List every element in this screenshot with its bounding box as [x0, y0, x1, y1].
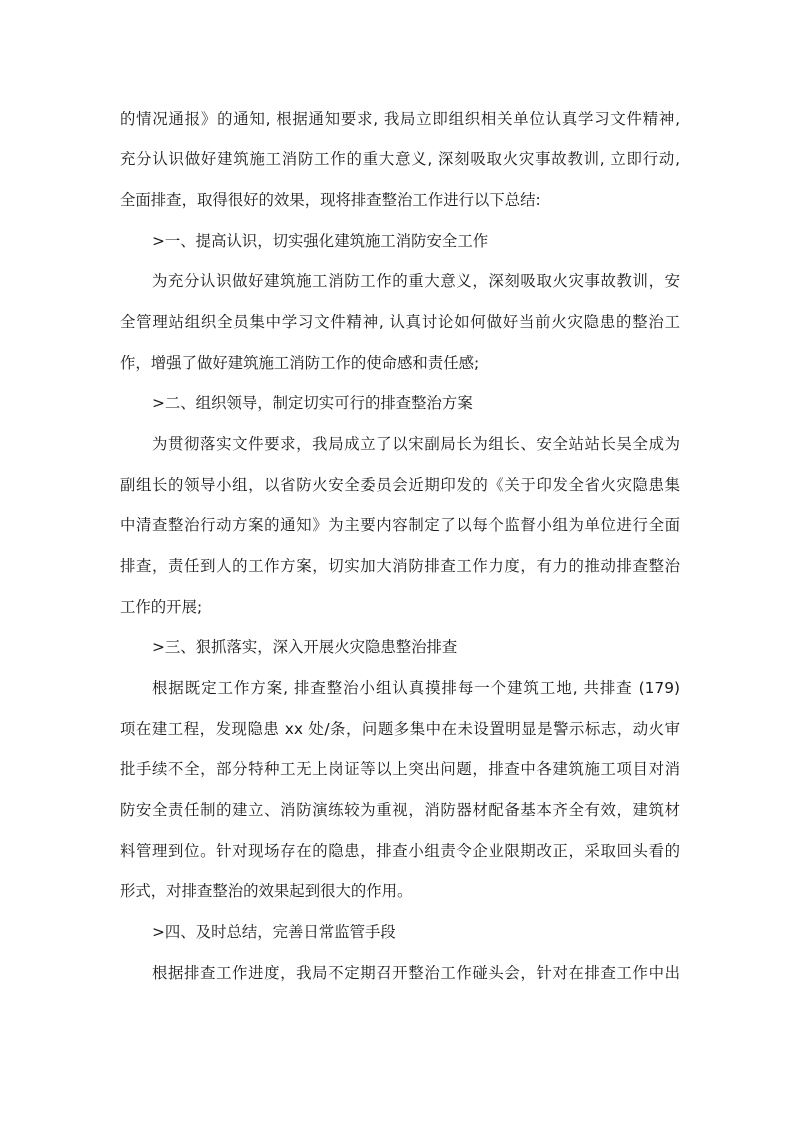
text-line: 项在建工程，发现隐患 xx 处/条，问题多集中在未设置明显是警示标志，动火审 — [120, 720, 680, 738]
text-line: 全管理站组织全员集中学习文件精神, 认真讨论如何做好当前火灾隐患的整治工 — [120, 313, 680, 331]
text-line: 中清查整治行动方案的通知》为主要内容制定了以每个监督小组为单位进行全面 — [120, 516, 680, 534]
text-line: 副组长的领导小组，以省防火安全委员会近期印发的《关于印发全省火灾隐患集 — [120, 476, 680, 494]
text-line: 批手续不全，部分特种工无上岗证等以上突出问题，排查中各建筑施工项目对消 — [120, 760, 680, 778]
section-heading: >四、及时总结，完善日常监管手段 — [152, 923, 396, 941]
section-heading: >三、狠抓落实，深入开展火灾隐患整治排查 — [152, 638, 458, 656]
text-line: 排查，责任到人的工作方案，切实加大消防排查工作力度，有力的推动排查整治 — [120, 557, 680, 575]
text-line: 的情况通报》的通知, 根据通知要求, 我局立即组织相关单位认真学习文件精神, — [120, 110, 680, 128]
text-line: 为充分认识做好建筑施工消防工作的重大意义，深刻吸取火灾事故教训，安 — [152, 272, 680, 290]
text-line: 根据排查工作进度，我局不定期召开整治工作碰头会，针对在排查工作中出 — [152, 964, 680, 982]
text-line: 形式，对排查整治的效果起到很大的作用。 — [120, 882, 413, 900]
section-heading: >二、组织领导，制定切实可行的排查整治方案 — [152, 394, 473, 412]
section-heading: >一、提高认识，切实强化建筑施工消防安全工作 — [152, 232, 489, 250]
text-line: 根据既定工作方案, 排查整治小组认真摸排每一个建筑工地, 共排查 (179) — [152, 679, 680, 697]
text-line: 防安全责任制的建立、消防演练较为重视，消防器材配备基本齐全有效，建筑材 — [120, 801, 680, 819]
text-line: 作，增强了做好建筑施工消防工作的使命感和责任感; — [120, 354, 480, 372]
text-line: 料管理到位。针对现场存在的隐患，排查小组责令企业限期改正，采取回头看的 — [120, 842, 680, 860]
text-line: 为贯彻落实文件要求，我局成立了以宋副局长为组长、安全站站长吴全成为 — [152, 435, 680, 453]
text-line: 全面排查，取得很好的效果，现将排查整治工作进行以下总结: — [120, 191, 541, 209]
text-line: 工作的开展; — [120, 598, 203, 616]
text-line: 充分认识做好建筑施工消防工作的重大意义, 深刻吸取火灾事故教训, 立即行动, — [120, 150, 680, 168]
